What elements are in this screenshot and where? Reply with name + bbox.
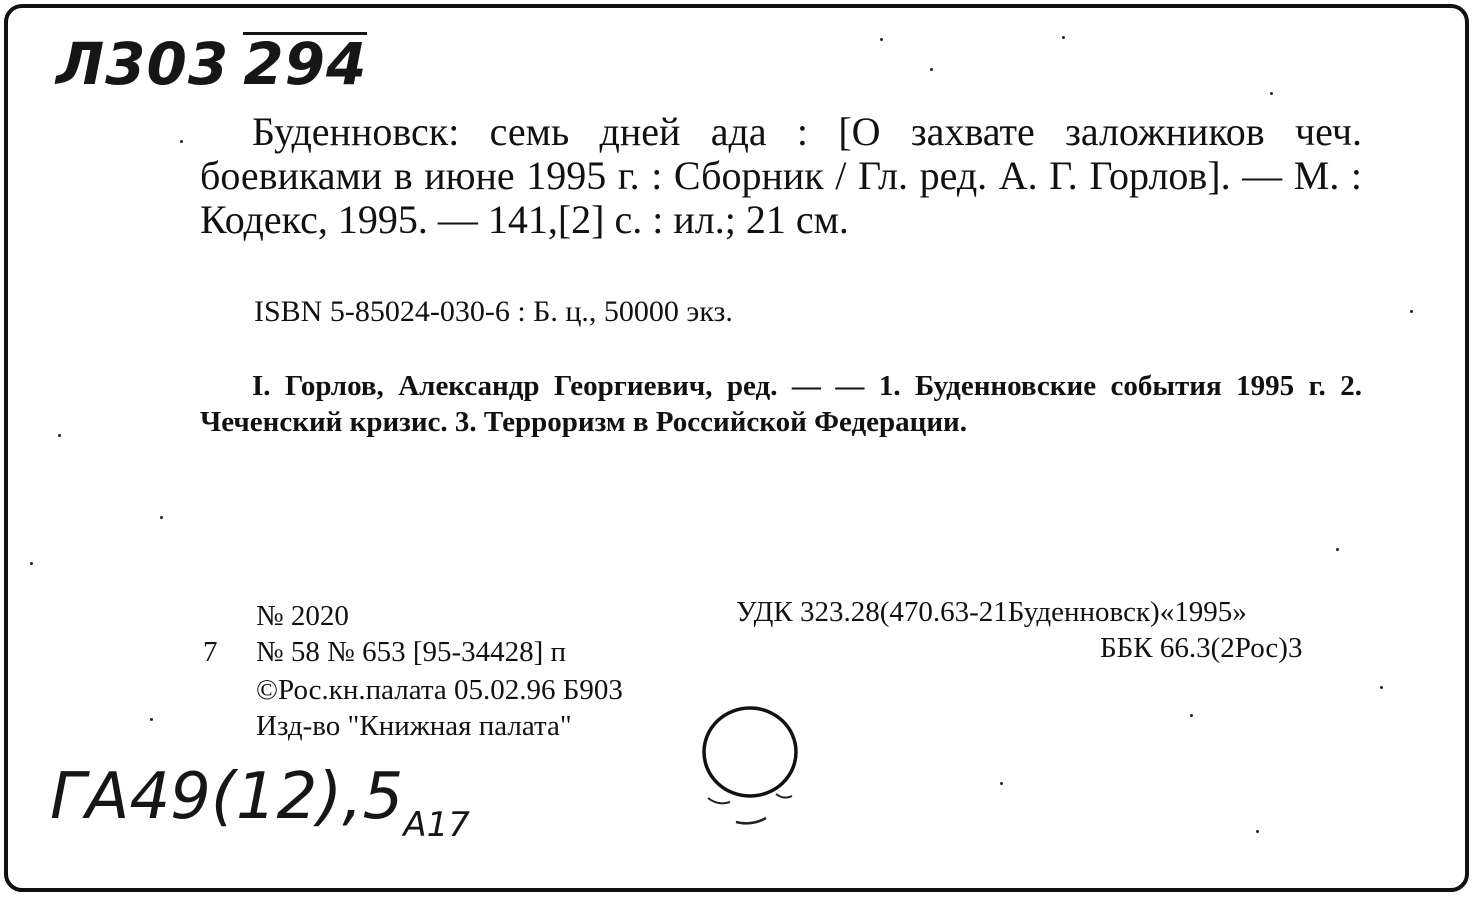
subjects-text: I. Горлов, Александр Георгиевич, ред. — — 1. Буденновские события 1995 г. 2. Чеченский кризис. 3. Терроризм в Российской Федерации. (200, 370, 1362, 438)
scan-speck (1336, 548, 1339, 551)
circle-stamp-icon (700, 698, 804, 836)
line-prefix: 7 (203, 636, 218, 668)
scan-speck (1062, 36, 1065, 39)
scan-speck (1410, 310, 1413, 313)
scan-speck (1256, 830, 1259, 833)
publisher-line: Изд-во "Книжная палата" (256, 710, 572, 742)
scan-speck (1190, 714, 1193, 717)
bottom-mark-sub: А17 (403, 805, 470, 845)
record-numbers: № 58 № 653 [95-34428] п (256, 636, 567, 668)
scan-speck (1270, 92, 1273, 95)
scan-speck (1380, 686, 1383, 689)
bottom-mark-main: ГА49(12),5 (50, 760, 404, 834)
shelf-mark-main: Л303 (56, 30, 230, 98)
scan-speck (180, 140, 183, 143)
bibliographic-description (200, 110, 1362, 242)
title-block: Буденновск: семь дней ада : [О захвате заложников чеч. боевиками в июне 1995 г. : Сборник / Гл. ред. А. Г. Горлов]. — М. : Кодекс, 1995. — 141,[2] с. : ил.; 21 см. (200, 109, 1362, 242)
scan-speck (150, 718, 153, 721)
bbk-classification: ББК 66.3(2Рос)3 (1100, 632, 1303, 664)
isbn-line: ISBN 5-85024-030-6 : Б. ц., 50000 экз. (254, 295, 733, 328)
subject-headings (200, 368, 1362, 440)
scan-speck (1000, 782, 1003, 785)
handwritten-classification-mark (50, 760, 470, 845)
scan-speck (160, 516, 163, 519)
scan-speck (930, 68, 933, 71)
udk-classification: УДК 323.28(470.63-21Буденновск)«1995» (736, 596, 1247, 628)
scan-speck (58, 434, 61, 437)
scan-speck (880, 38, 883, 41)
shelf-mark-overlined: 294 (243, 30, 368, 98)
copyright-line: ©Рос.кн.палата 05.02.96 Б903 (256, 674, 623, 706)
scan-speck (30, 562, 33, 565)
card-number: № 2020 (256, 600, 349, 632)
handwritten-shelf-mark (56, 30, 367, 98)
